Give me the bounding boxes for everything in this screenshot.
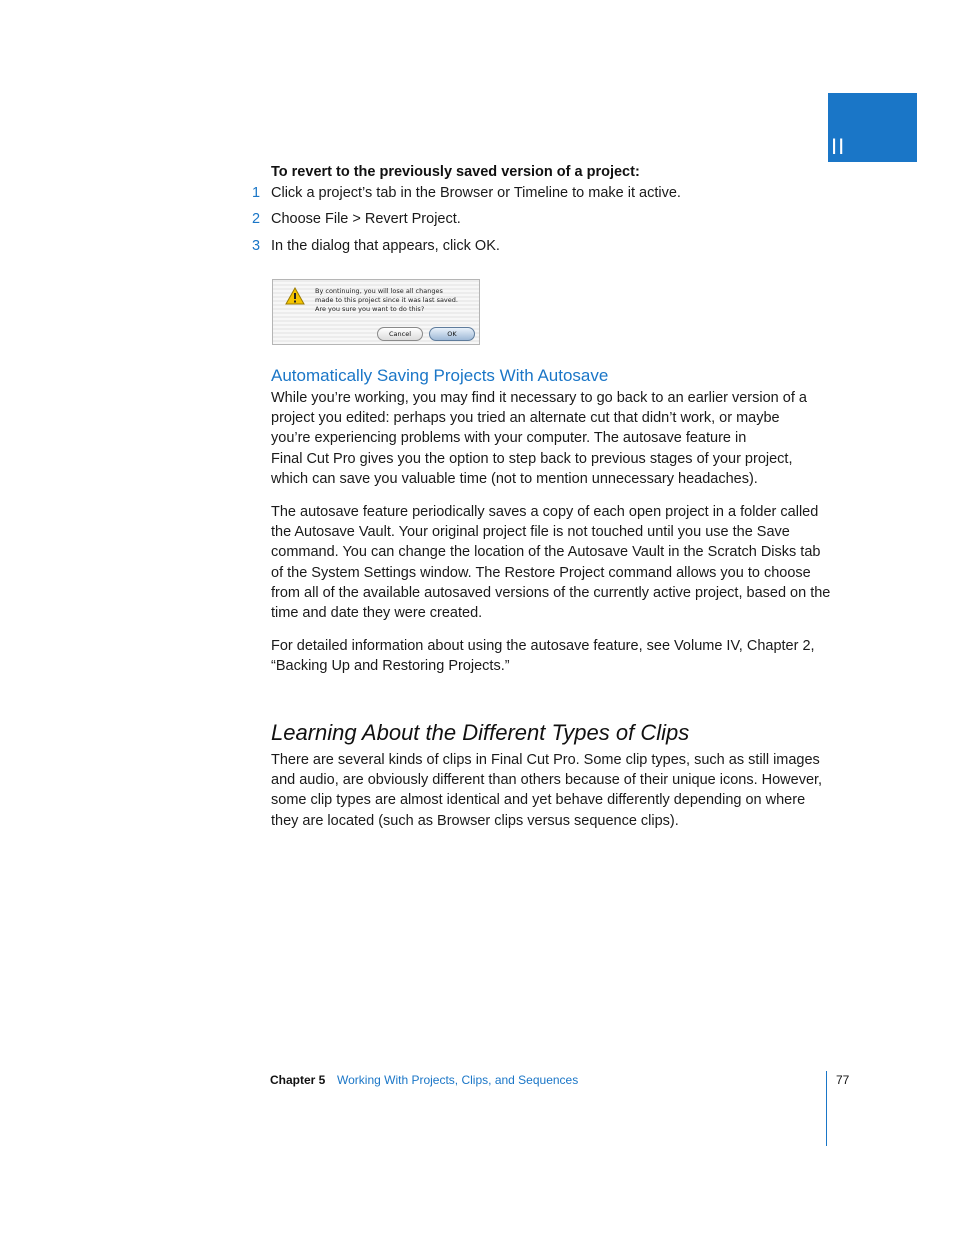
text-line: time and date they were created. <box>271 605 483 622</box>
procedure-heading: To revert to the previously saved version of a project: <box>271 164 640 180</box>
ok-button[interactable]: OK <box>429 327 475 341</box>
text-line: For detailed information about using the autosave feature, see Volume IV, Chapter 2, <box>271 638 815 654</box>
procedure-step-3 <box>252 238 500 254</box>
text-line: “Backing Up and Restoring Projects.” <box>271 658 510 675</box>
text-line: from all of the available autosaved versions of the currently active project, based on the <box>271 584 831 601</box>
step-number: 2 <box>252 211 261 227</box>
footer-chapter-title: Working With Projects, Clips, and Sequences <box>337 1073 579 1087</box>
part-tab-marker <box>828 93 917 162</box>
dialog-message-line: Are you sure you want to do this? <box>315 305 425 313</box>
text-line: project you edited: perhaps you tried an alternate cut that didn’t work, or maybe <box>271 410 780 427</box>
warning-icon <box>285 287 305 305</box>
text-line: Final Cut Pro gives you the option to step back to previous stages of your project, <box>271 450 793 467</box>
autosave-heading: Automatically Saving Projects With Autosave <box>271 366 609 385</box>
text-line: some clip types are almost identical and yet behave differently depending on where <box>271 792 806 809</box>
autosave-paragraph-1 <box>271 388 831 489</box>
text-line: you’re experiencing problems with your computer. The autosave feature in <box>271 430 747 447</box>
text-line: There are several kinds of clips in Final Cut Pro. Some clip types, such as still images <box>271 752 820 768</box>
text-line: they are located (such as Browser clips versus sequence clips). <box>271 812 679 829</box>
text-line: the Autosave Vault. Your original project file is not touched until you use the Save <box>271 524 790 541</box>
footer-divider <box>826 1071 827 1146</box>
revert-dialog-screenshot <box>272 279 480 345</box>
text-line: command. You can change the location of the Autosave Vault in the Scratch Disks tab <box>271 544 821 561</box>
cancel-button[interactable]: Cancel <box>377 327 423 341</box>
page-number: 77 <box>836 1073 850 1087</box>
step-text: In the dialog that appears, click OK. <box>271 238 500 254</box>
text-line: and audio, are obviously different than others because of their unique icons. However, <box>271 772 823 789</box>
clips-paragraph <box>271 750 831 831</box>
clips-section-heading: Learning About the Different Types of Clips <box>271 720 690 745</box>
step-text: Choose File > Revert Project. <box>271 211 461 227</box>
text-line: which can save you valuable time (not to mention unnecessary headaches). <box>271 470 758 487</box>
dialog-message-line: made to this project since it was last saved. <box>315 296 458 304</box>
dialog-message <box>315 287 475 314</box>
footer-chapter-label: Chapter 5 <box>270 1073 326 1087</box>
autosave-paragraph-3 <box>271 636 831 676</box>
dialog-message-line: By continuing, you will lose all changes <box>315 287 443 295</box>
procedure-step-1 <box>252 185 681 201</box>
step-number: 3 <box>252 238 261 254</box>
part-tab-label: II <box>831 134 846 159</box>
step-number: 1 <box>252 185 261 201</box>
text-line: of the System Settings window. The Restore Project command allows you to choose <box>271 564 811 581</box>
step-text: Click a project’s tab in the Browser or Timeline to make it active. <box>271 185 681 201</box>
autosave-paragraph-2 <box>271 502 831 623</box>
text-line: While you’re working, you may find it necessary to go back to an earlier version of a <box>271 390 807 406</box>
text-line: The autosave feature periodically saves a copy of each open project in a folder called <box>271 504 819 520</box>
procedure-step-2 <box>252 211 461 227</box>
